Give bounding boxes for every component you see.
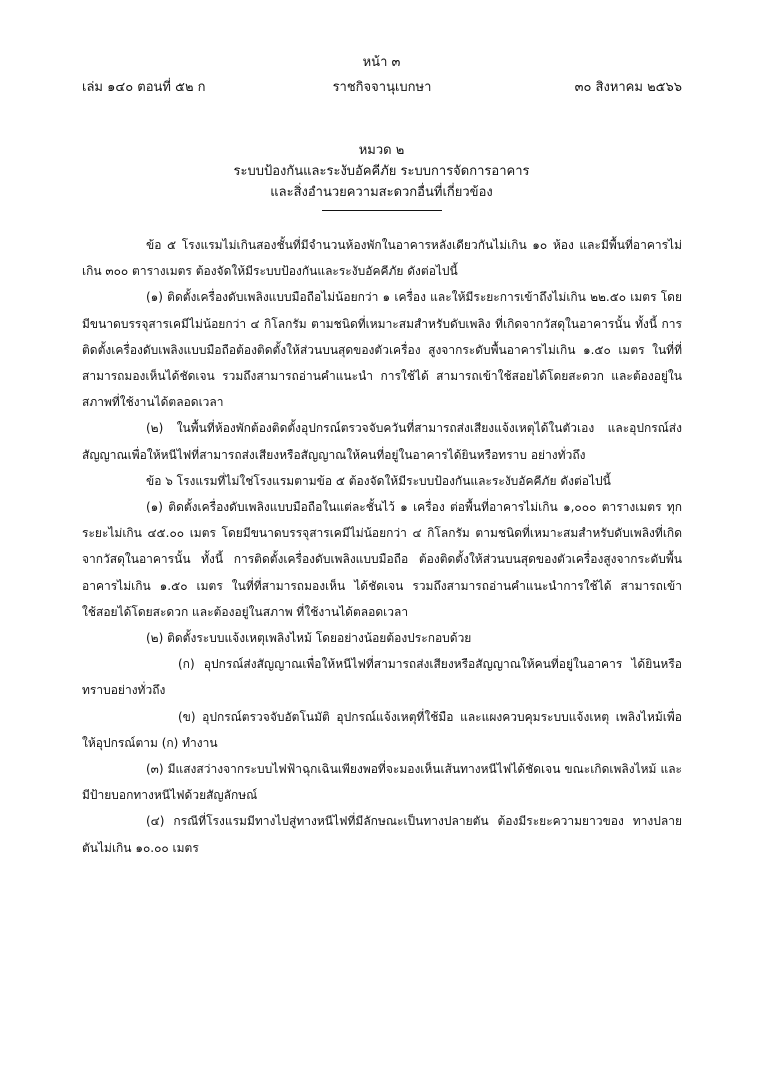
article-6-item-4: (๔) กรณีที่โรงแรมมีทางไปสู่ทางหนีไฟที่มีลักษณะเป็นทางปลายตัน ต้องมีระยะความยาวของ ทางปลายตันไม่เกิน ๑๐.๐๐ เมตร (82, 814, 682, 855)
chapter-number: หมวด ๒ (358, 143, 405, 158)
publication-date: ๓๐ สิงหาคม ๒๕๖๖ (574, 80, 682, 95)
chapter-heading (0, 140, 763, 203)
publication-name: ราชกิจจานุเบกษา (332, 80, 432, 95)
article-6-item-2-b: (ข) อุปกรณ์ตรวจจับอัตโนมัติ อุปกรณ์แจ้งเหตุที่ใช้มือ และแผงควบคุมระบบแจ้งเหตุ เพลิงไหม้เพื่อให้อุปกรณ์ตาม (ก) ทำงาน (82, 709, 682, 750)
section-divider (322, 210, 442, 211)
article-5-paragraph: ข้อ ๕ โรงแรมไม่เกินสองชั้นที่มีจำนวนห้องพักในอาคารหลังเดียวกันไม่เกิน ๑๐ ห้อง และมีพื้นที่อาคารไม่เกิน ๓๐๐ ตารางเมตร ต้องจัดให้มีระบบป้องกันและระงับอัคคีภัย ดังต่อไปนี้ (82, 238, 682, 279)
article-5-item-2: (๒) ในพื้นที่ห้องพักต้องติดตั้งอุปกรณ์ตรวจจับควันที่สามารถส่งเสียงแจ้งเหตุได้ในตัวเอง และอุปกรณ์ส่งสัญญาณเพื่อให้หนีไฟที่สามารถส่งเสียงหรือสัญญาณให้คนที่อยู่ในอาคารได้ยินหรือทราบ อย่างทั่วถึง (82, 421, 682, 462)
volume-info: เล่ม ๑๔๐ ตอนที่ ๕๒ ก (82, 80, 206, 95)
article-6-item-2-a: (ก) อุปกรณ์ส่งสัญญาณเพื่อให้หนีไฟที่สามารถส่งเสียงหรือสัญญาณให้คนที่อยู่ในอาคาร ได้ยินหรือทราบอย่างทั่วถึง (82, 657, 682, 698)
article-6-item-1: (๑) ติดตั้งเครื่องดับเพลิงแบบมือถือในแต่ละชั้นไว้ ๑ เครื่อง ต่อพื้นที่อาคารไม่เกิน ๑,๐๐๐ ตารางเมตร ทุกระยะไม่เกิน ๔๕.๐๐ เมตร โดยมีขนาดบรรจุสารเคมีไม่น้อยกว่า ๔ กิโลกรัม ตามชนิดที่เหมาะสมสำหรับดับเพลิงที่เกิดจากวัสดุในอาคารนั้น ทั้งนี้ การติดตั้งเครื่องดับเพลิงแบบมือถือ ต้องติดตั้งให้ส่วนบนสุดของตัวเครื่องสูงจากระดับพื้นอาคารไม่เกิน ๑.๕๐ เมตร ในที่ที่สามารถมองเห็น ได้ชัดเจน รวมถึงสามารถอ่านคำแนะนำการใช้ได้ สามารถเข้าใช้สอยได้โดยสะดวก และต้องอยู่ในสภาพ ที่ใช้งานได้ตลอดเวลา (82, 500, 682, 619)
article-6-item-3: (๓) มีแสงสว่างจากระบบไฟฟ้าฉุกเฉินเพียงพอที่จะมองเห็นเส้นทางหนีไฟได้ชัดเจน ขณะเกิดเพลิงไหม้ และมีป้ายบอกทางหนีไฟด้วยสัญลักษณ์ (82, 762, 682, 803)
document-body (82, 232, 682, 861)
article-6-paragraph: ข้อ ๖ โรงแรมที่ไม่ใช่โรงแรมตามข้อ ๕ ต้องจัดให้มีระบบป้องกันและระงับอัคคีภัย ดังต่อไปนี้ (146, 473, 611, 488)
page-number: หน้า ๓ (362, 55, 401, 70)
gazette-header (82, 79, 682, 99)
article-6-item-2: (๒) ติดตั้งระบบแจ้งเหตุเพลิงไหม้ โดยอย่างน้อยต้องประกอบด้วย (146, 631, 472, 646)
chapter-title-line-1: ระบบป้องกันและระงับอัคคีภัย ระบบการจัดการอาคาร (233, 164, 530, 179)
article-5-item-1: (๑) ติดตั้งเครื่องดับเพลิงแบบมือถือไม่น้อยกว่า ๑ เครื่อง และให้มีระยะการเข้าถึงไม่เกิน ๒๒.๕๐ เมตร โดยมีขนาดบรรจุสารเคมีไม่น้อยกว่า ๔ กิโลกรัม ตามชนิดที่เหมาะสมสำหรับดับเพลิง ที่เกิดจากวัสดุในอาคารนั้น ทั้งนี้ การติดตั้งเครื่องดับเพลิงแบบมือถือต้องติดตั้งให้ส่วนบนสุดของตัวเครื่อง สูงจากระดับพื้นอาคารไม่เกิน ๑.๕๐ เมตร ในที่ที่สามารถมองเห็นได้ชัดเจน รวมถึงสามารถอ่านคำแนะนำ การใช้ได้ สามารถเข้าใช้สอยได้โดยสะดวก และต้องอยู่ในสภาพที่ใช้งานได้ตลอดเวลา (82, 290, 682, 410)
chapter-title-line-2: และสิ่งอำนวยความสะดวกอื่นที่เกี่ยวข้อง (270, 185, 493, 200)
